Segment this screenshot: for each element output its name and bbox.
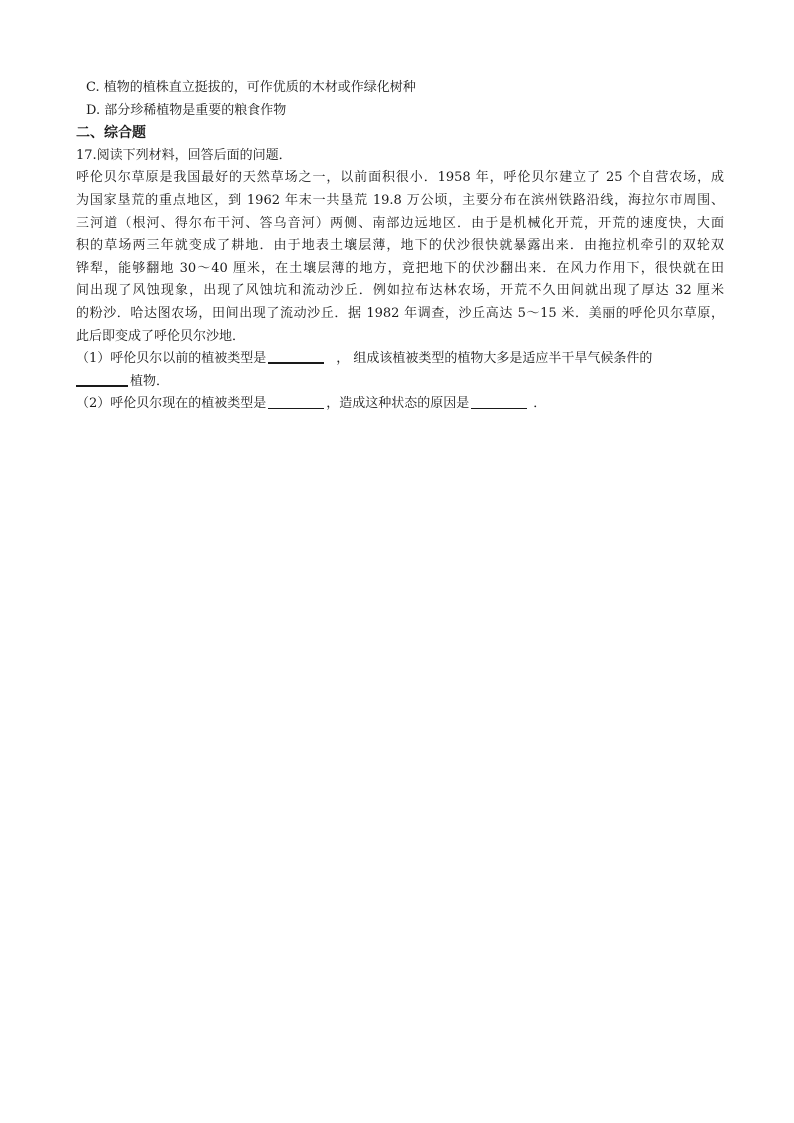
passage-line: 此后即变成了呼伦贝尔沙地． (76, 328, 246, 344)
sub-question-1 (76, 348, 724, 371)
answer-blank-3[interactable] (268, 394, 324, 409)
sub-question-1-cont (76, 371, 724, 394)
passage-line: 呼伦贝尔草原是我国最好的天然草场之一，以前面积很小．1958 年，呼伦贝尔建立了 25 个自营农场，成 (76, 170, 724, 186)
option-d: D. 部分珍稀植物是重要的粮食作物 (86, 102, 287, 118)
q2-text-3: ． (533, 396, 547, 412)
sub-question-2 (76, 393, 724, 416)
passage-line: 的粉沙．哈达图农场，田间出现了流动沙丘．据 1982 年调查，沙丘高达 5～15 米．美丽的呼伦贝尔草原， (76, 305, 724, 321)
q2-text-2: ，造成这种状态的原因是 (326, 396, 470, 412)
passage-line: 间出现了风蚀现象，出现了风蚀坑和流动沙丘．例如拉布达林农场，开荒不久田间就出现了厚达 32 厘米 (76, 283, 724, 299)
section-heading: 二、综合题 (76, 125, 146, 142)
q1-text: （1）呼伦贝尔以前的植被类型是 (76, 351, 267, 367)
question-title: 17.阅读下列材料，回答后面的问题． (76, 147, 292, 163)
document-page (76, 77, 724, 416)
passage-line: 为国家垦荒的重点地区，到 1962 年末一共垦荒 19.8 万公顷，主要分布在滨州铁路沿线，海拉尔市周围、 (76, 192, 724, 208)
passage-line: 积的草场两三年就变成了耕地．由于地表土壤层薄，地下的伏沙很快就暴露出来．由拖拉机牵引的双轮双 (76, 238, 724, 254)
q1-text-2: ， 组成该植被类型的植物大多是适应半干旱气候条件的 (336, 351, 653, 367)
q2-text: （2）呼伦贝尔现在的植被类型是 (76, 396, 267, 412)
passage-line: 三河道（根河、得尔布干河、答乌音河）两侧、南部边远地区．由于是机械化开荒，开荒的速度快，大面 (76, 215, 724, 231)
q1-text-3: 植物． (130, 373, 170, 389)
passage (76, 167, 724, 348)
answer-blank-4[interactable] (471, 394, 527, 409)
answer-blank-1[interactable] (268, 348, 324, 364)
passage-line: 铧犁，能够翻地 30～40 厘米，在土壤层薄的地方，竟把地下的伏沙翻出来．在风力作用下，很快就在田 (76, 260, 724, 276)
option-c: C. 植物的植株直立挺拔的，可作优质的木材或作绿化树种 (86, 80, 416, 95)
answer-blank-2[interactable] (76, 371, 128, 387)
